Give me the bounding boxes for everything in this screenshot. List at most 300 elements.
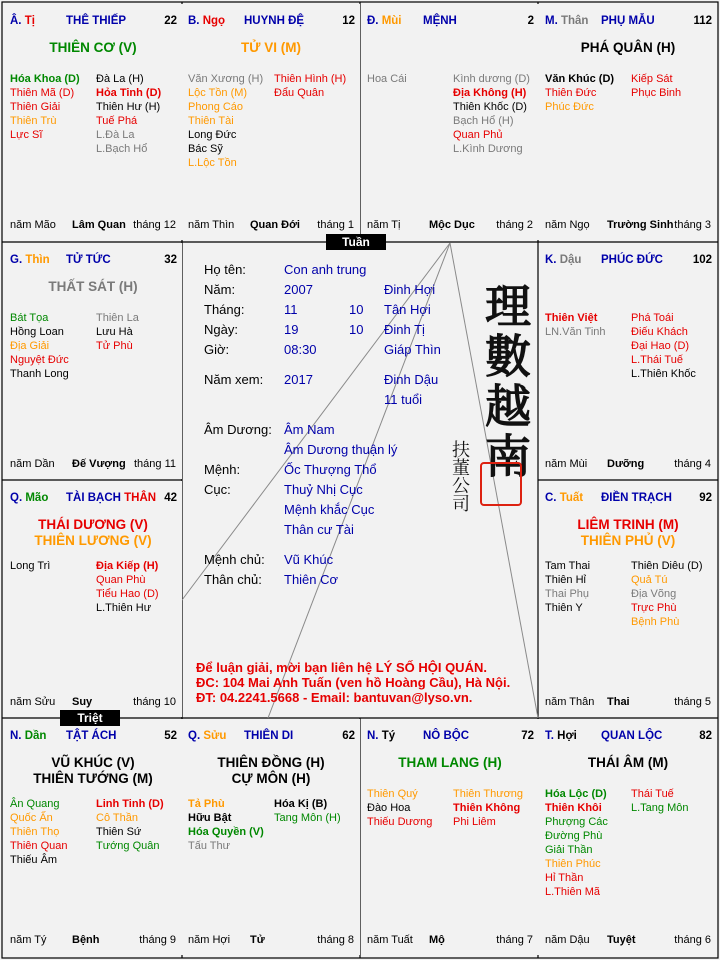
- info-label: Mệnh chủ:: [204, 552, 265, 567]
- info-value-lunar: 10: [349, 322, 364, 337]
- palace-stem-branch: [188, 729, 226, 743]
- palace-stem-branch: [10, 14, 35, 28]
- main-stars: [182, 755, 360, 787]
- palace-stem-branch: [10, 253, 50, 267]
- main-star: THIÊN PHỦ (V): [580, 533, 676, 548]
- minor-star: Lực Sĩ: [10, 129, 43, 141]
- minor-star: Long Đức: [188, 129, 237, 141]
- main-stars: [4, 279, 182, 295]
- minor-star: Nguyệt Đức: [10, 354, 69, 366]
- minor-star: Cô Thần: [96, 812, 138, 824]
- minor-star: Bệnh Phù: [631, 616, 680, 628]
- palace-dan[interactable]: [4, 719, 182, 955]
- palace-stem-branch: [545, 14, 588, 28]
- palace-header: [188, 14, 355, 28]
- palace-branch: Hợi: [557, 730, 577, 742]
- footer-month: tháng 1: [317, 219, 354, 231]
- minor-star: Thiên Phúc: [545, 858, 601, 870]
- palace-branch: Dậu: [559, 254, 582, 266]
- info-label: Âm Dương:: [204, 422, 272, 437]
- minor-star: Hữu Bật: [188, 812, 232, 824]
- minor-star: Đẩu Quân: [274, 87, 325, 99]
- minor-star: Bạch Hổ (H): [453, 115, 514, 127]
- minor-star: Hỏa Tinh (D): [96, 87, 162, 99]
- footer-month: tháng 12: [133, 219, 176, 231]
- tuan-tag: Tuần: [326, 234, 386, 250]
- palace-stem: M.: [545, 15, 558, 27]
- palace-stem: K.: [545, 254, 557, 266]
- palace-footer: [367, 218, 533, 232]
- palace-branch: Tị: [24, 15, 35, 27]
- footer-month: tháng 7: [496, 934, 533, 946]
- palace-footer: [545, 218, 711, 232]
- calligraphy-seal: [476, 282, 536, 512]
- palace-stem-branch: [188, 14, 225, 28]
- minor-star: Văn Xương (H): [188, 73, 264, 85]
- palace-branch: Mùi: [381, 15, 402, 27]
- minor-star: Phượng Các: [545, 816, 608, 828]
- minor-star: Thái Tuế: [631, 788, 674, 800]
- minor-star: Phi Liêm: [453, 816, 496, 828]
- palace-stem-branch: [367, 14, 402, 28]
- minor-star: Quả Tú: [631, 574, 668, 586]
- palace-footer: [10, 933, 176, 947]
- main-star: THIÊN TƯỚNG (M): [33, 771, 153, 786]
- footer-year: năm Tý: [10, 934, 47, 946]
- palace-branch: Mão: [25, 492, 49, 504]
- palace-name: [66, 729, 116, 743]
- minor-star: Tiểu Hao (D): [96, 588, 159, 600]
- palace-name: [601, 729, 662, 743]
- minor-star: L.Tang Môn: [631, 802, 689, 814]
- star-column: [631, 559, 703, 629]
- palace-ngo[interactable]: [182, 4, 360, 240]
- palace-thin[interactable]: [4, 243, 182, 479]
- contact-line-1: Để luận giải, mời bạn liên hệ LÝ SỐ HỘI QUÁN.: [196, 660, 487, 675]
- red-seal-stamp: [480, 462, 522, 506]
- main-star: TỬ VI (M): [241, 40, 301, 55]
- star-column: [545, 72, 614, 114]
- palace-stem-branch: [10, 729, 46, 743]
- star-column: [10, 559, 50, 573]
- palace-header: [545, 491, 712, 505]
- minor-star: Hóa Lộc (D): [545, 788, 607, 800]
- palace-footer: [10, 695, 176, 709]
- footer-stage: Thai: [607, 696, 630, 708]
- palace-header: [545, 14, 712, 28]
- palace-name: [66, 491, 156, 505]
- palace-than[interactable]: [539, 4, 717, 240]
- minor-star: Hồng Loan: [10, 326, 64, 338]
- palace-stem: G.: [10, 254, 23, 266]
- palace-branch: Sửu: [203, 730, 227, 742]
- palace-mui[interactable]: [361, 4, 539, 240]
- star-column: [274, 797, 341, 825]
- minor-star: Thiên Khôi: [545, 802, 602, 814]
- palace-stem: T.: [545, 730, 554, 742]
- palace-mao[interactable]: [4, 481, 182, 717]
- palace-header: [545, 253, 712, 267]
- main-star: THAM LANG (H): [398, 755, 502, 770]
- main-star: CỰ MÔN (H): [231, 771, 311, 786]
- main-star: PHÁ QUÂN (H): [580, 40, 676, 55]
- footer-year: năm Tị: [367, 219, 401, 231]
- minor-star: Hỉ Thần: [545, 872, 584, 884]
- minor-star: Bác Sỹ: [188, 143, 223, 155]
- minor-star: Tang Môn (H): [274, 812, 341, 824]
- palace-ti[interactable]: [361, 719, 539, 955]
- star-column: [188, 72, 263, 170]
- palace-footer: [10, 457, 176, 471]
- palace-footer: [10, 218, 176, 232]
- star-column: [96, 797, 164, 853]
- minor-star: Tử Phù: [96, 340, 133, 352]
- minor-star: Phục Binh: [631, 87, 682, 99]
- star-column: [545, 311, 606, 339]
- info-value: Âm Nam: [284, 422, 335, 437]
- info-value-canchi: Giáp Thìn: [384, 342, 441, 357]
- minor-star: Thiên Trù: [10, 115, 57, 127]
- minor-star: Quan Phủ: [453, 129, 503, 141]
- footer-year: năm Hợi: [188, 934, 231, 946]
- info-value-lunar: 10: [349, 302, 364, 317]
- palace-stem: Q.: [10, 492, 23, 504]
- minor-star: Tam Thai: [545, 560, 591, 572]
- palace-header: [10, 491, 177, 505]
- palace-name-text: NÔ BỘC: [423, 730, 469, 742]
- palace-name-text: THIÊN DI: [244, 730, 294, 742]
- minor-star: Địa Giải: [10, 340, 50, 352]
- palace-hoi[interactable]: [539, 719, 717, 955]
- info-value-canchi: Đinh Dậu: [384, 372, 439, 387]
- minor-star: Thiên La: [96, 312, 139, 324]
- minor-star: Kình dương (D): [453, 73, 530, 85]
- palace-stem-branch: [545, 253, 581, 267]
- info-value: Vũ Khúc: [284, 552, 334, 567]
- minor-star: Quan Phù: [96, 574, 146, 586]
- palace-name-text: TẬT ÁCH: [66, 730, 117, 742]
- palace-name-text: TỬ TỨC: [66, 254, 111, 266]
- minor-star: Địa Võng: [631, 588, 677, 600]
- palace-number: 42: [164, 492, 177, 504]
- minor-star: Thiên Khốc (D): [453, 101, 527, 113]
- main-stars: [4, 517, 182, 549]
- than-marker: THÂN: [124, 492, 157, 504]
- palace-name: [66, 14, 126, 28]
- star-column: [10, 72, 80, 142]
- info-value: Thân cư Tài: [284, 522, 354, 537]
- minor-star: Đường Phù: [545, 830, 603, 842]
- footer-month: tháng 3: [674, 219, 711, 231]
- minor-star: Thiên Việt: [545, 312, 598, 324]
- minor-star: Tấu Thư: [188, 840, 231, 852]
- palace-number: 32: [164, 254, 177, 266]
- palace-name: [601, 14, 655, 28]
- main-stars: [4, 755, 182, 787]
- footer-year: năm Mùi: [545, 458, 588, 470]
- minor-star: L.Thiên Hư: [96, 602, 152, 614]
- footer-stage: Mộ: [429, 934, 445, 946]
- minor-star: Thiên Diêu (D): [631, 560, 703, 572]
- minor-star: Lưu Hà: [96, 326, 133, 338]
- info-value-canchi: Đinh Tị: [384, 322, 425, 337]
- palace-footer: [188, 933, 354, 947]
- main-star: THÁI ÂM (M): [587, 755, 669, 770]
- palace-name: [66, 253, 111, 267]
- palace-number: 12: [342, 15, 355, 27]
- palace-name-text: MỆNH: [423, 15, 457, 27]
- palace-stem-branch: [10, 491, 48, 505]
- palace-branch: Tý: [381, 730, 396, 742]
- info-label: Ngày:: [204, 322, 238, 337]
- minor-star: Địa Kiếp (H): [96, 560, 159, 572]
- info-label: Giờ:: [204, 342, 230, 357]
- palace-header: [10, 253, 177, 267]
- palace-name: [423, 14, 457, 28]
- palace-footer: [545, 457, 711, 471]
- palace-suu[interactable]: [182, 719, 360, 955]
- footer-month: tháng 9: [139, 934, 176, 946]
- palace-stem: Đ.: [367, 15, 379, 27]
- contact-line-3: ĐT: 04.2241.5668 - Email: bantuvan@lyso.vn.: [196, 690, 473, 705]
- palace-number: 102: [692, 254, 712, 266]
- palace-number: 82: [699, 730, 712, 742]
- palace-stem: Q.: [188, 730, 201, 742]
- triet-tag: Triệt: [60, 710, 120, 726]
- footer-year: năm Tuất: [367, 934, 413, 946]
- contact-info: [196, 660, 510, 705]
- main-stars: [539, 40, 717, 56]
- minor-star: Thiên Đức: [545, 87, 597, 99]
- info-value: Âm Dương thuận lý: [284, 442, 398, 457]
- star-column: [631, 787, 688, 815]
- main-stars: [182, 40, 360, 56]
- footer-month: tháng 2: [496, 219, 533, 231]
- footer-year: năm Thân: [545, 696, 595, 708]
- minor-star: L.Bạch Hổ: [96, 143, 148, 155]
- main-star: THẤT SÁT (H): [48, 279, 138, 294]
- minor-star: Thiên Thọ: [10, 826, 60, 838]
- footer-year: năm Sửu: [10, 696, 56, 708]
- footer-year: năm Ngọ: [545, 219, 590, 231]
- info-value: 11: [284, 302, 298, 317]
- minor-star: Long Trì: [10, 560, 51, 572]
- palace-branch: Tuất: [559, 492, 584, 504]
- palace-name-text: HUYNH ĐỆ: [244, 15, 305, 27]
- minor-star: Bát Tọa: [10, 312, 49, 324]
- palace-name: [423, 729, 469, 743]
- palace-branch: Thìn: [25, 254, 50, 266]
- footer-stage: Đế Vượng: [72, 458, 126, 470]
- palace-stem: N.: [367, 730, 379, 742]
- footer-month: tháng 5: [674, 696, 711, 708]
- palace-tuat[interactable]: [539, 481, 717, 717]
- minor-star: Thai Phụ: [545, 588, 590, 600]
- footer-month: tháng 4: [674, 458, 711, 470]
- minor-star: Hóa Khoa (D): [10, 73, 80, 85]
- palace-dau[interactable]: [539, 243, 717, 479]
- palace-header: [10, 729, 177, 743]
- star-column: [367, 72, 407, 86]
- main-star: VŨ KHÚC (V): [51, 755, 135, 770]
- info-value: Thuỷ Nhị Cục: [284, 482, 363, 497]
- minor-star: Thiên Mã (D): [10, 87, 75, 99]
- palace-name: [601, 491, 672, 505]
- info-label: Thân chủ:: [204, 572, 262, 587]
- minor-star: L.Kình Dương: [453, 143, 523, 155]
- palace-footer: [367, 933, 533, 947]
- minor-star: Thiếu Dương: [367, 816, 433, 828]
- main-stars: [361, 755, 539, 771]
- footer-stage: Mộc Dục: [429, 219, 475, 231]
- star-column: [188, 797, 264, 853]
- main-star: THIÊN CƠ (V): [49, 40, 137, 55]
- palace-number: 2: [527, 15, 534, 27]
- palace-name-text: QUAN LỘC: [601, 730, 663, 742]
- seal-small-text: 扶董公司: [449, 440, 470, 512]
- minor-star: Thiên Quý: [367, 788, 418, 800]
- footer-stage: Lâm Quan: [72, 219, 126, 231]
- footer-month: tháng 6: [674, 934, 711, 946]
- minor-star: Thiên Hỉ: [545, 574, 586, 586]
- minor-star: Thiên Sứ: [96, 826, 142, 838]
- info-value: 2017: [284, 372, 313, 387]
- main-star: THÁI DƯƠNG (V): [38, 517, 148, 532]
- star-column: [545, 559, 590, 615]
- minor-star: L.Thiên Khốc: [631, 368, 696, 380]
- footer-month: tháng 10: [133, 696, 176, 708]
- minor-star: Hoa Cái: [367, 73, 407, 85]
- minor-star: L.Lộc Tồn: [188, 157, 237, 169]
- footer-stage: Bệnh: [72, 934, 100, 946]
- palace-header: [10, 14, 177, 28]
- palace-header: [188, 729, 355, 743]
- palace-name-text: TÀI BẠCH: [66, 492, 121, 504]
- minor-star: LN.Văn Tinh: [545, 326, 606, 338]
- footer-stage: Tử: [250, 934, 265, 946]
- palace-name: [244, 14, 304, 28]
- minor-star: Đại Hao (D): [631, 340, 690, 352]
- main-stars: [4, 40, 182, 56]
- star-column: [10, 311, 69, 381]
- info-value: Mệnh khắc Cục: [284, 502, 375, 517]
- footer-month: tháng 11: [133, 458, 176, 470]
- minor-star: Địa Không (H): [453, 87, 527, 99]
- main-star: THIÊN LƯƠNG (V): [34, 533, 152, 548]
- main-star: LIÊM TRINH (M): [577, 517, 679, 532]
- palace-branch: Ngọ: [202, 15, 226, 27]
- palace-header: [545, 729, 712, 743]
- palace-number: 92: [699, 492, 712, 504]
- minor-star: Kiếp Sát: [631, 73, 673, 85]
- palace-footer: [545, 695, 711, 709]
- footer-stage: Suy: [72, 696, 93, 708]
- minor-star: Thiên Y: [545, 602, 583, 614]
- palace-name-text: ĐIỀN TRẠCH: [601, 492, 672, 504]
- minor-star: Linh Tinh (D): [96, 798, 164, 810]
- palace-footer: [545, 933, 711, 947]
- star-column: [96, 559, 159, 615]
- main-stars: [539, 517, 717, 549]
- minor-star: Lộc Tồn (M): [188, 87, 248, 99]
- minor-star: Thiên Giải: [10, 101, 61, 113]
- palace-header: [367, 729, 534, 743]
- palace-footer: [188, 218, 354, 232]
- info-value: 08:30: [284, 342, 317, 357]
- minor-star: Ân Quang: [10, 798, 60, 810]
- footer-stage: Dưỡng: [607, 458, 645, 470]
- palace-stem-branch: [545, 729, 577, 743]
- footer-stage: Trường Sinh: [607, 219, 674, 231]
- info-label: Cục:: [204, 482, 231, 497]
- main-stars: [539, 755, 717, 771]
- palace-name-text: PHÚC ĐỨC: [601, 254, 663, 266]
- footer-year: năm Dậu: [545, 934, 590, 946]
- palace-stem: N.: [10, 730, 22, 742]
- star-column: [96, 311, 139, 353]
- minor-star: Phá Toái: [631, 312, 674, 324]
- seal-text: 理數越南: [478, 282, 532, 482]
- footer-year: năm Dần: [10, 458, 55, 470]
- footer-stage: Quan Đới: [250, 219, 300, 231]
- palace-number: 62: [342, 730, 355, 742]
- minor-star: Tả Phù: [188, 798, 225, 810]
- minor-star: L.Thái Tuế: [631, 354, 683, 366]
- star-column: [453, 72, 530, 156]
- minor-star: Đà La (H): [96, 73, 144, 85]
- palace-number: 72: [521, 730, 534, 742]
- info-value: Con anh trung: [284, 262, 367, 277]
- palace-stem: B.: [188, 15, 200, 27]
- minor-star: Quốc Ấn: [10, 812, 53, 824]
- info-value: Thiên Cơ: [284, 572, 339, 587]
- minor-star: Thiên Quan: [10, 840, 68, 852]
- footer-year: năm Thìn: [188, 219, 235, 231]
- minor-star: Văn Khúc (D): [545, 73, 615, 85]
- palace-stem-branch: [367, 729, 395, 743]
- star-column: [10, 797, 67, 867]
- minor-star: Thiếu Âm: [10, 854, 58, 866]
- info-label: Năm xem:: [204, 372, 264, 387]
- minor-star: Thiên Không: [453, 802, 521, 814]
- palace-number: 52: [164, 730, 177, 742]
- palace-ty[interactable]: [4, 4, 182, 240]
- info-value-canchi: 11 tuổi: [384, 392, 423, 407]
- star-column: [274, 72, 346, 100]
- info-value: 2007: [284, 282, 313, 297]
- info-label: Năm:: [204, 282, 236, 297]
- palace-number: 22: [164, 15, 177, 27]
- minor-star: Hóa Kị (B): [274, 798, 328, 810]
- footer-month: tháng 8: [317, 934, 354, 946]
- contact-line-2: ĐC: 104 Mai Anh Tuấn (ven hồ Hoàng Cầu), Hà Nội.: [196, 675, 511, 690]
- minor-star: L.Thiên Mã: [545, 886, 601, 898]
- info-value-canchi: Tân Hợi: [384, 302, 431, 317]
- info-value-canchi: Đinh Hợi: [384, 282, 436, 297]
- info-value: Ốc Thượng Thổ: [284, 462, 377, 477]
- minor-star: Tướng Quân: [96, 840, 160, 852]
- minor-star: Phúc Đức: [545, 101, 594, 113]
- palace-name-text: PHỤ MẪU: [601, 15, 655, 27]
- palace-header: [367, 14, 534, 28]
- star-column: [545, 787, 608, 899]
- minor-star: Hóa Quyền (V): [188, 826, 264, 838]
- minor-star: Đào Hoa: [367, 802, 411, 814]
- minor-star: L.Đà La: [96, 129, 135, 141]
- minor-star: Thiên Hư (H): [96, 101, 161, 113]
- palace-stem: C.: [545, 492, 557, 504]
- palace-stem: Â.: [10, 15, 22, 27]
